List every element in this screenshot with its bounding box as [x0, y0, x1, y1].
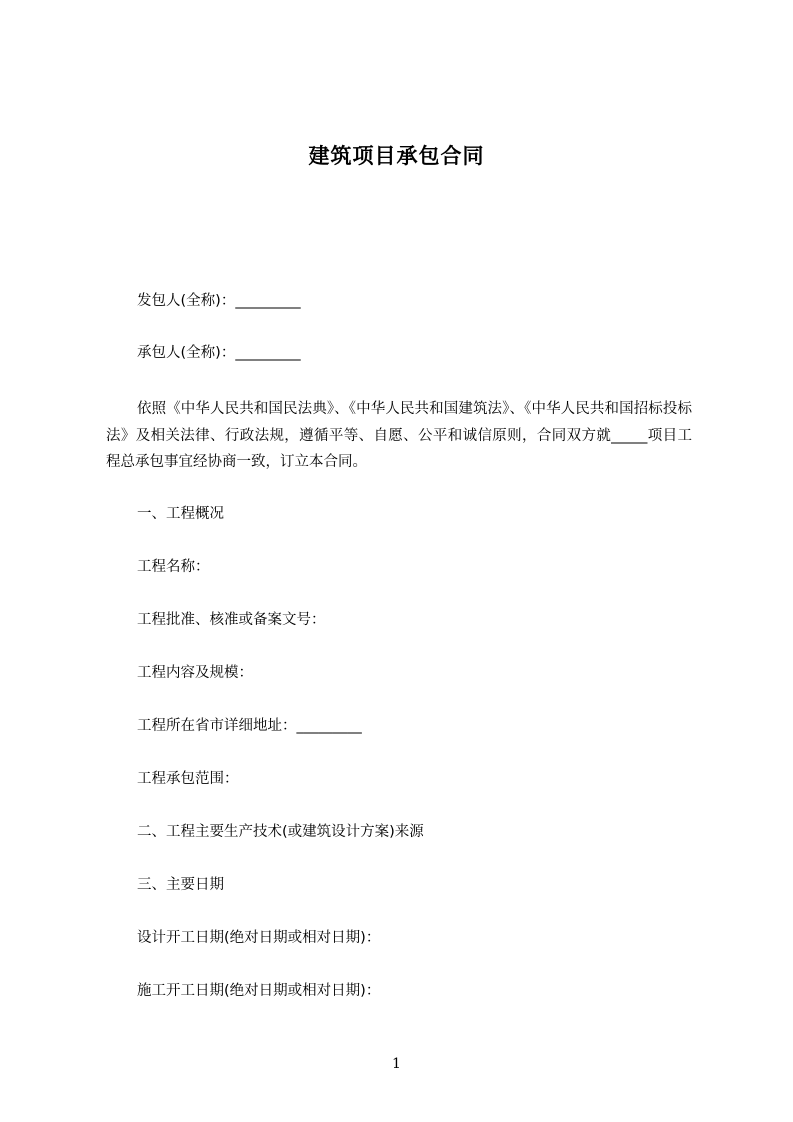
- address-line: 工程所在省市详细地址：_________: [137, 718, 362, 734]
- content-scale-line: 工程内容及规模：: [137, 665, 253, 681]
- party-a-line: 发包人(全称)：_________: [137, 293, 301, 309]
- section-2-heading: 二、工程主要生产技术(或建筑设计方案)来源: [137, 824, 424, 840]
- preamble-paragraph: 依照《中华人民共和国民法典》、《中华人民共和国建筑法》、《中华人民共和国招标投标法》及相关法律、行政法规，遵循平等、自愿、公平和诚信原则，合同双方就_____项目工程总承包事宜经协商一致，订立本合同。: [106, 401, 692, 470]
- page-number: 1: [392, 1056, 401, 1072]
- scope-line: 工程承包范围：: [137, 771, 239, 787]
- party-b-line: 承包人(全称)：_________: [137, 345, 301, 361]
- project-name-line: 工程名称：: [137, 559, 210, 575]
- design-start-line: 设计开工日期(绝对日期或相对日期)：: [137, 930, 381, 946]
- approval-number-line: 工程批准、核准或备案文号：: [137, 612, 326, 628]
- section-1-heading: 一、工程概况: [137, 506, 224, 522]
- construction-start-line: 施工开工日期(绝对日期或相对日期)：: [137, 983, 381, 999]
- section-3-heading: 三、主要日期: [137, 877, 224, 893]
- document-title: 建筑项目承包合同: [308, 144, 485, 168]
